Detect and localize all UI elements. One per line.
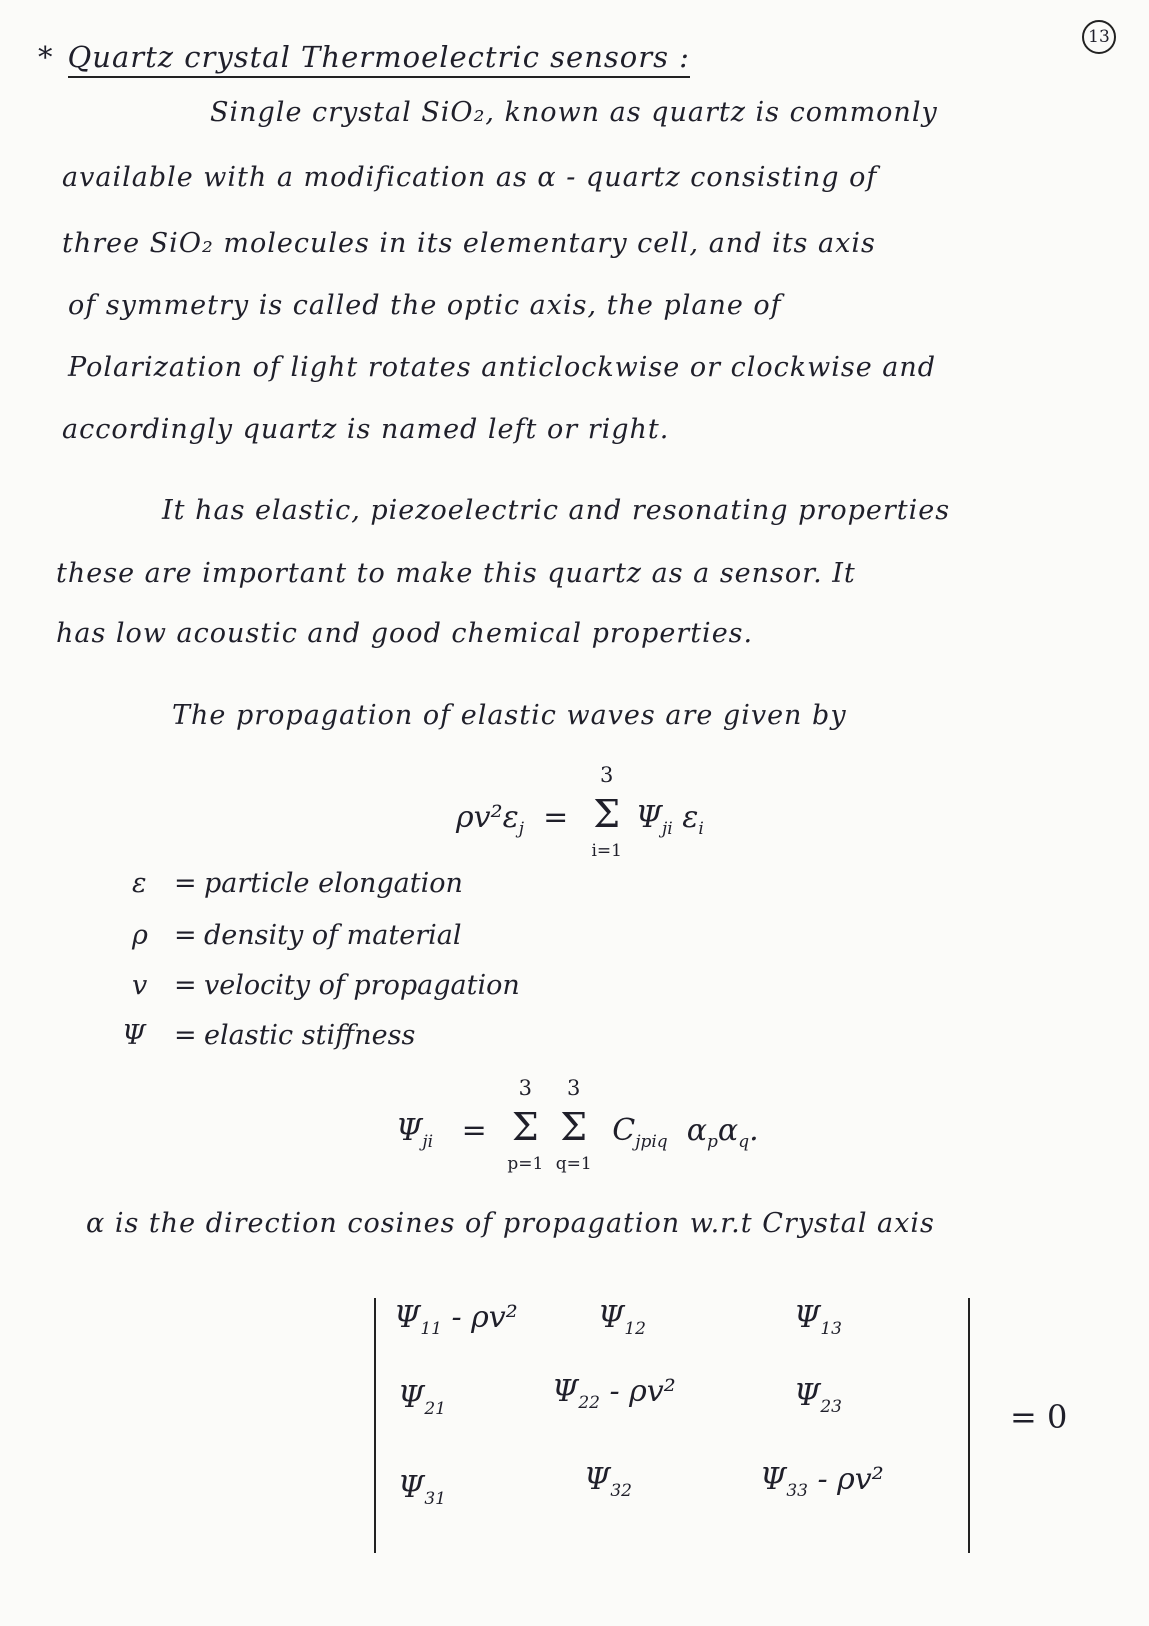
paragraph-1-line-2: available with a modification as α - quartz consisting of: [62, 162, 878, 193]
eq2-alpha-p-sub: p: [707, 1132, 718, 1152]
eq2-psi: Ψ: [396, 1113, 423, 1148]
equation-stiffness: [396, 1076, 759, 1174]
paragraph-1-line-3: three SiO₂ molecules in its elementary cell, and its axis: [62, 228, 876, 259]
eq1-equals: =: [543, 800, 569, 835]
def-meaning: density of material: [204, 920, 462, 951]
page-title: [38, 40, 690, 74]
det-r2c3: $\Psi_{23}$: [794, 1378, 842, 1417]
def-meaning: velocity of propagation: [204, 970, 520, 1001]
eq1-summation: [591, 763, 622, 861]
title-text: Quartz crystal Thermoelectric sensors :: [68, 40, 690, 78]
paragraph-2-line-3: has low acoustic and good chemical properties.: [56, 618, 754, 649]
eq1-sigma-symbol: Σ: [593, 792, 621, 836]
def-meaning: particle elongation: [204, 868, 463, 899]
equation-wave: [456, 763, 704, 861]
eq2-sum1-top: 3: [518, 1076, 532, 1100]
eq2-summation-p: [507, 1076, 544, 1174]
det-r1c1: $\Psi_{11} - \rho v^2$: [394, 1300, 518, 1339]
page-number-badge: 13: [1082, 20, 1116, 54]
def-symbol: v: [132, 970, 148, 1001]
eq2-sum1-bottom: p=1: [507, 1154, 544, 1174]
paragraph-3: The propagation of elastic waves are given by: [172, 700, 847, 731]
eq1-sum-bottom: i=1: [591, 841, 622, 861]
eq1-sum-top: 3: [600, 763, 614, 787]
eq1-psi: Ψ: [635, 800, 663, 835]
eq2-end: .: [749, 1113, 759, 1148]
eq2-alpha-q-sub: q: [738, 1132, 750, 1152]
eq2-c: C: [612, 1113, 636, 1148]
eq1-lhs: ρv²ε: [456, 800, 519, 835]
eq2-alpha-q: α: [717, 1113, 739, 1148]
def-equals: =: [174, 970, 197, 1001]
def-equals: =: [174, 868, 197, 899]
determinant-equals-zero: = 0: [1010, 1398, 1068, 1436]
eq2-sigma-symbol: Σ: [511, 1105, 539, 1149]
eq2-psi-sub: ji: [422, 1132, 434, 1152]
direction-cosines-note: α is the direction cosines of propagation w.r.t Crystal axis: [86, 1208, 935, 1239]
paragraph-1-line-1: Single crystal SiO₂, known as quartz is commonly: [210, 97, 938, 128]
eq2-alpha-p: α: [686, 1113, 708, 1148]
det-r1c2: $\Psi_{12}$: [598, 1300, 646, 1339]
definition-psi: [122, 1020, 415, 1051]
determinant-matrix: [374, 1298, 970, 1553]
eq2-c-sub: jpiq: [635, 1132, 668, 1152]
det-r3c1: $\Psi_{31}$: [398, 1470, 446, 1509]
eq2-sum2-top: 3: [567, 1076, 581, 1100]
eq2-sigma-symbol: Σ: [560, 1105, 588, 1149]
def-meaning: elastic stiffness: [204, 1020, 416, 1051]
definition-epsilon: [132, 868, 463, 899]
paragraph-2-line-2: these are important to make this quartz as a sensor. It: [56, 558, 856, 589]
eq2-summation-q: [555, 1076, 592, 1174]
def-symbol: Ψ: [122, 1020, 146, 1051]
paragraph-1-line-5: Polarization of light rotates anticlockwise or clockwise and: [68, 352, 937, 383]
eq1-lhs-sub: j: [518, 819, 524, 839]
det-r1c3: $\Psi_{13}$: [794, 1300, 842, 1339]
det-r2c2: $\Psi_{22} - \rho v^2$: [552, 1374, 676, 1413]
det-r2c1: $\Psi_{21}$: [398, 1380, 446, 1419]
paragraph-1-line-4: of symmetry is called the optic axis, the plane of: [68, 290, 782, 321]
eq1-psi-sub: ji: [662, 819, 673, 839]
eq1-epsilon-sub: i: [698, 819, 704, 839]
eq1-epsilon: ε: [682, 800, 699, 835]
definition-rho: [132, 920, 461, 951]
paragraph-2-line-1: It has elastic, piezoelectric and resonating properties: [162, 495, 951, 526]
paragraph-1-line-6: accordingly quartz is named left or right.: [62, 414, 670, 445]
eq2-sum2-bottom: q=1: [555, 1154, 592, 1174]
eq2-equals: =: [461, 1113, 487, 1148]
def-symbol: ε: [132, 868, 147, 899]
def-symbol: ρ: [132, 920, 148, 951]
def-equals: =: [174, 920, 197, 951]
det-r3c2: $\Psi_{32}$: [584, 1462, 632, 1501]
det-r3c3: $\Psi_{33} - \rho v^2$: [760, 1462, 884, 1501]
def-equals: =: [174, 1020, 197, 1051]
definition-velocity: [132, 970, 520, 1001]
bullet-star: *: [38, 40, 54, 74]
